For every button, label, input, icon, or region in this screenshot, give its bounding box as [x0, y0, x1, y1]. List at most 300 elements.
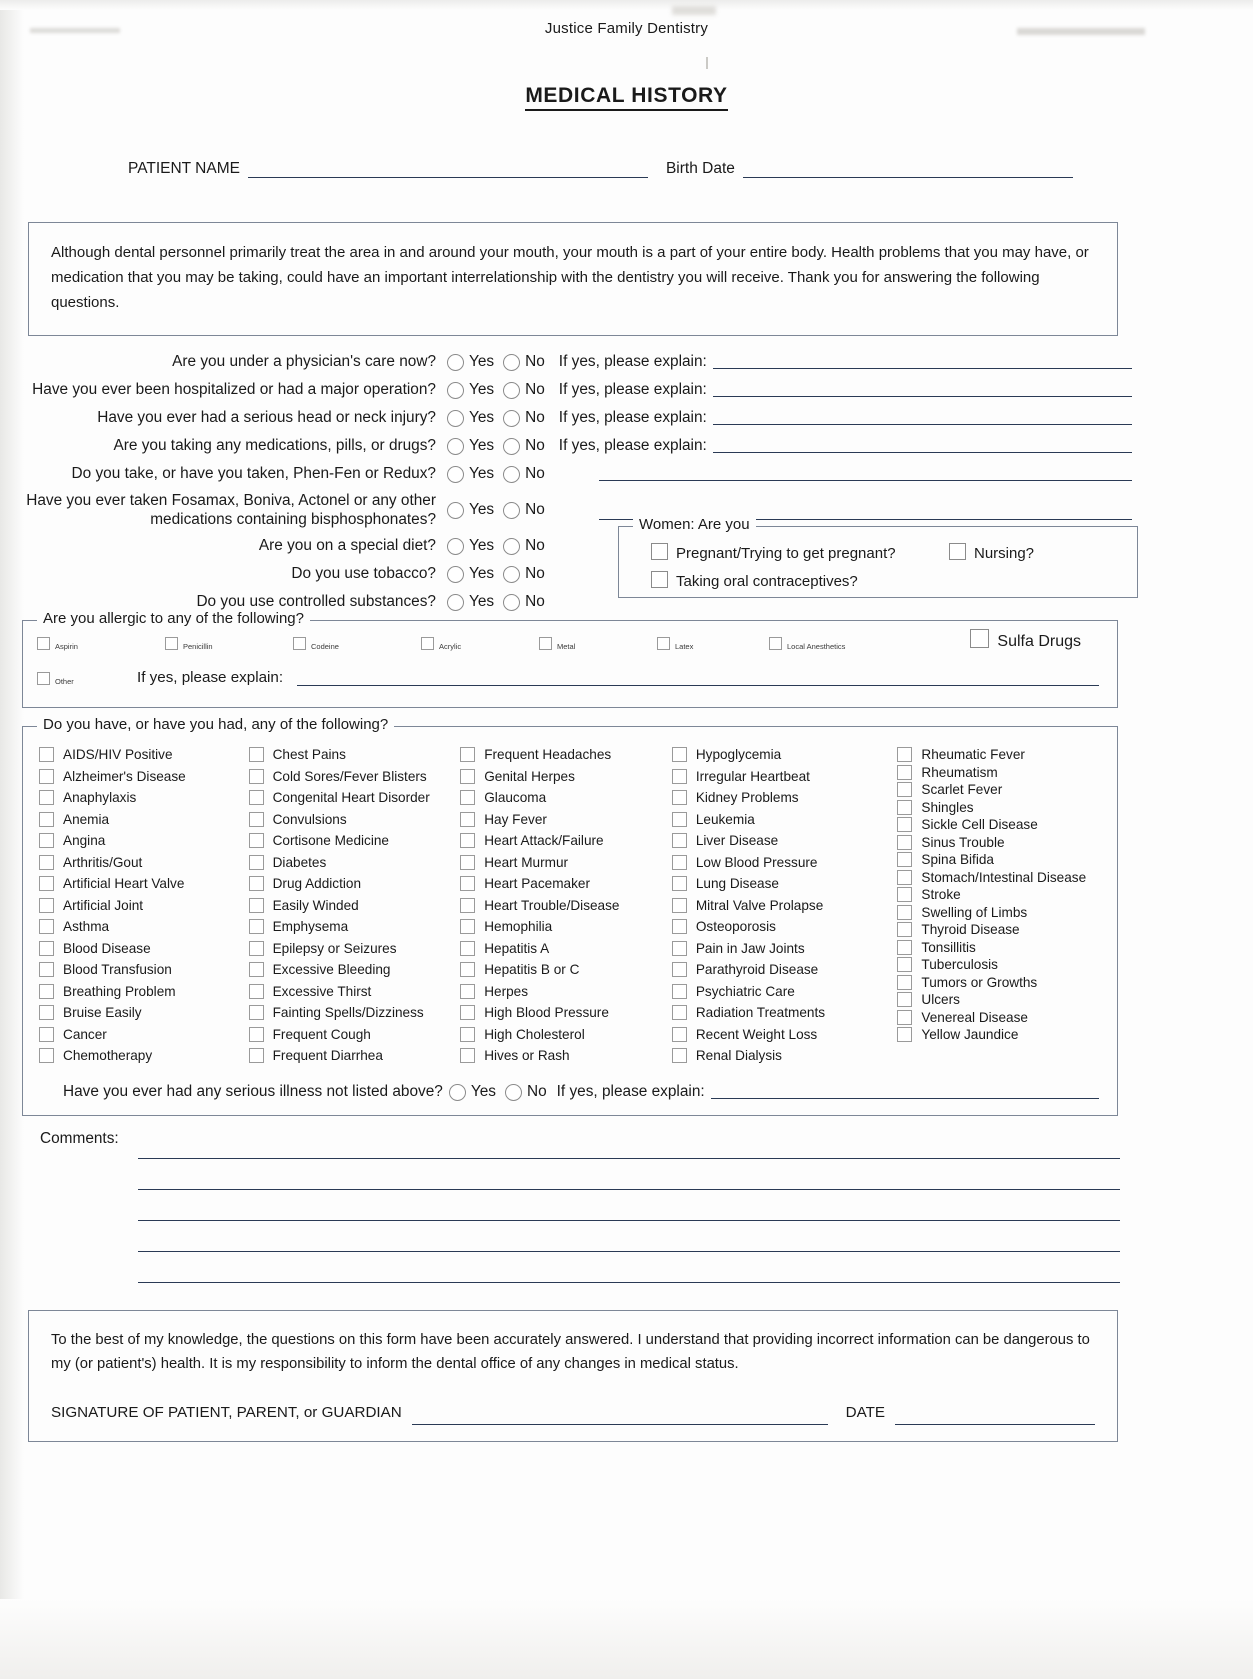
condition-label: Stroke [921, 887, 961, 902]
conditions-column-2 [249, 747, 461, 1070]
condition-checkbox[interactable] [897, 835, 912, 850]
condition-checkbox[interactable] [672, 876, 687, 891]
condition-label: Artificial Joint [63, 897, 144, 913]
condition-item[interactable] [460, 876, 672, 891]
allergy-acrylic-checkbox[interactable] [421, 637, 434, 650]
condition-checkbox[interactable] [897, 782, 912, 797]
question-text-4: Do you take, or have you taken, Phen-Fen or Redux? [71, 465, 436, 482]
condition-checkbox[interactable] [39, 833, 54, 848]
condition-item[interactable] [39, 855, 249, 870]
condition-item[interactable] [39, 769, 249, 784]
condition-checkbox[interactable] [39, 984, 54, 999]
comments-line-2[interactable] [138, 1159, 1120, 1190]
condition-checkbox[interactable] [39, 747, 54, 762]
condition-item[interactable] [672, 1027, 898, 1042]
condition-checkbox[interactable] [249, 962, 264, 977]
condition-item[interactable] [672, 769, 898, 784]
condition-item[interactable] [249, 833, 461, 848]
condition-checkbox[interactable] [460, 898, 475, 913]
condition-checkbox[interactable] [249, 919, 264, 934]
condition-checkbox[interactable] [460, 984, 475, 999]
serious-illness-row [63, 1083, 1099, 1101]
condition-checkbox[interactable] [460, 941, 475, 956]
comments-line-1[interactable] [138, 1128, 1120, 1159]
condition-item[interactable] [460, 941, 672, 956]
condition-item[interactable] [460, 1027, 672, 1042]
question-text-2: Have you ever had a serious head or neck injury? [97, 409, 436, 426]
condition-checkbox[interactable] [249, 876, 264, 891]
condition-item[interactable] [672, 898, 898, 913]
condition-checkbox[interactable] [672, 1027, 687, 1042]
allergy-aspirin-label: Aspirin [55, 642, 78, 651]
condition-label: Heart Attack/Failure [484, 833, 604, 848]
condition-item[interactable] [460, 1005, 672, 1020]
allergy-aspirin-checkbox[interactable] [37, 637, 50, 650]
condition-label: Mitral Valve Prolapse [695, 897, 824, 913]
condition-item[interactable] [897, 887, 1107, 902]
condition-checkbox[interactable] [39, 962, 54, 977]
condition-item[interactable] [39, 790, 249, 805]
condition-checkbox[interactable] [897, 905, 912, 920]
condition-item[interactable] [897, 957, 1107, 972]
condition-checkbox[interactable] [460, 919, 475, 934]
conditions-column-5 [897, 747, 1107, 1070]
clinic-name: Justice Family Dentistry [544, 20, 709, 37]
signature-row [29, 1401, 1117, 1425]
condition-checkbox[interactable] [897, 922, 912, 937]
condition-item[interactable] [672, 747, 898, 762]
condition-item[interactable] [39, 984, 249, 999]
condition-label: Parathyroid Disease [695, 962, 819, 977]
question-3-ifyes-label: If yes, please explain: [558, 437, 707, 454]
condition-item[interactable] [249, 962, 461, 977]
condition-item[interactable] [39, 1005, 249, 1020]
question-4-yes-radio[interactable] [447, 466, 464, 483]
condition-checkbox[interactable] [672, 833, 687, 848]
allergy-acrylic-label: Acrylic [439, 642, 462, 651]
question-7-yes-label: Yes [469, 565, 495, 582]
question-8-yes-radio[interactable] [447, 594, 464, 611]
serious-illness-no-radio[interactable] [505, 1084, 522, 1101]
condition-label: Frequent Headaches [484, 747, 612, 762]
condition-label: Osteoporosis [695, 919, 776, 934]
condition-checkbox[interactable] [897, 747, 912, 762]
condition-checkbox[interactable] [460, 1048, 475, 1063]
condition-item[interactable] [672, 984, 898, 999]
condition-item[interactable] [897, 940, 1107, 955]
condition-label: Emphysema [272, 919, 349, 934]
allergy-penicillin-checkbox[interactable] [165, 637, 178, 650]
condition-item[interactable] [897, 975, 1107, 990]
serious-illness-yes-radio[interactable] [449, 1084, 466, 1101]
women-section-legend: Women: Are you [633, 516, 756, 533]
condition-checkbox[interactable] [249, 941, 264, 956]
condition-item[interactable] [897, 835, 1107, 850]
comments-line-3[interactable] [138, 1190, 1120, 1221]
condition-label: Breathing Problem [63, 983, 176, 999]
condition-item[interactable] [460, 855, 672, 870]
condition-item[interactable] [672, 1048, 898, 1063]
condition-item[interactable] [39, 1048, 249, 1063]
condition-checkbox[interactable] [897, 817, 912, 832]
condition-checkbox[interactable] [39, 941, 54, 956]
condition-item[interactable] [672, 919, 898, 934]
question-2-yes-radio[interactable] [447, 410, 464, 427]
condition-checkbox[interactable] [460, 1005, 475, 1020]
condition-checkbox[interactable] [249, 855, 264, 870]
condition-label: Radiation Treatments [695, 1005, 826, 1020]
condition-checkbox[interactable] [897, 887, 912, 902]
question-1-yes-radio[interactable] [447, 382, 464, 399]
condition-item[interactable] [897, 1027, 1107, 1042]
condition-checkbox[interactable] [39, 876, 54, 891]
condition-label: Ulcers [921, 992, 960, 1007]
question-0-yes-label: Yes [469, 353, 495, 370]
condition-checkbox[interactable] [897, 992, 912, 1007]
condition-item[interactable] [249, 1048, 461, 1063]
condition-item[interactable] [39, 812, 249, 827]
condition-item[interactable] [249, 790, 461, 805]
question-6-no-radio[interactable] [503, 538, 520, 555]
condition-checkbox[interactable] [897, 957, 912, 972]
pregnant-checkbox[interactable] [651, 543, 668, 560]
condition-checkbox[interactable] [249, 790, 264, 805]
condition-checkbox[interactable] [672, 812, 687, 827]
condition-checkbox[interactable] [897, 1010, 912, 1025]
condition-checkbox[interactable] [249, 1005, 264, 1020]
question-text-1: Have you ever been hospitalized or had a major operation? [32, 381, 436, 398]
condition-item[interactable] [249, 812, 461, 827]
condition-checkbox[interactable] [39, 790, 54, 805]
allergy-aspirin[interactable] [37, 637, 165, 651]
condition-item[interactable] [460, 984, 672, 999]
question-5-yes-radio[interactable] [447, 502, 464, 519]
condition-item[interactable] [39, 919, 249, 934]
condition-item[interactable] [249, 876, 461, 891]
condition-label: Spina Bifida [921, 852, 994, 867]
allergies-explain-input[interactable] [297, 673, 1099, 686]
condition-item[interactable] [39, 898, 249, 913]
condition-item[interactable] [39, 941, 249, 956]
question-2-ifyes-label: If yes, please explain: [558, 409, 707, 426]
question-6-no-label: No [525, 537, 545, 554]
condition-item[interactable] [672, 876, 898, 891]
question-7-no-radio[interactable] [503, 566, 520, 583]
condition-item[interactable] [460, 919, 672, 934]
condition-item[interactable] [249, 941, 461, 956]
condition-checkbox[interactable] [460, 1027, 475, 1042]
condition-item[interactable] [39, 962, 249, 977]
condition-item[interactable] [897, 782, 1107, 797]
condition-label: Cancer [63, 1026, 107, 1042]
allergy-sulfa-drugs-checkbox[interactable] [970, 629, 989, 648]
condition-item[interactable] [897, 800, 1107, 815]
condition-label: Lung Disease [695, 876, 779, 891]
condition-checkbox[interactable] [460, 962, 475, 977]
condition-checkbox[interactable] [460, 769, 475, 784]
condition-item[interactable] [460, 790, 672, 805]
intro-paragraph: Although dental personnel primarily treat the area in and around your mouth, your mouth is a part of your entire body. Health problems that you may have, or medication that you may be taking, could have an important interrelationship with the dentistry you will receive. Thank you for answering the following questions. [28, 222, 1118, 336]
allergies-ifyes-label: If yes, please explain: [137, 669, 284, 686]
condition-checkbox[interactable] [460, 790, 475, 805]
condition-checkbox[interactable] [672, 790, 687, 805]
condition-checkbox[interactable] [672, 1048, 687, 1063]
condition-item[interactable] [249, 898, 461, 913]
condition-item[interactable] [897, 817, 1107, 832]
allergy-acrylic[interactable] [421, 637, 539, 651]
condition-label: Glaucoma [484, 790, 547, 805]
patient-name-input[interactable] [248, 163, 648, 178]
condition-checkbox[interactable] [39, 898, 54, 913]
allergy-latex[interactable] [657, 637, 769, 651]
condition-checkbox[interactable] [249, 898, 264, 913]
allergy-local-anesthetics-checkbox[interactable] [769, 637, 782, 650]
allergy-sulfa-drugs[interactable] [970, 629, 1081, 651]
condition-label: High Cholesterol [484, 1026, 585, 1042]
allergy-codeine[interactable] [293, 637, 421, 651]
condition-item[interactable] [897, 765, 1107, 780]
question-2-explain-input[interactable] [713, 412, 1132, 425]
allergies-section [22, 610, 1118, 708]
attestation-section [28, 1310, 1118, 1442]
condition-checkbox[interactable] [39, 812, 54, 827]
allergy-penicillin[interactable] [165, 637, 293, 651]
allergy-local-anesthetics[interactable] [769, 637, 929, 651]
allergies-legend: Are you allergic to any of the following? [37, 610, 310, 627]
condition-label: Stomach/Intestinal Disease [921, 869, 1087, 885]
condition-item[interactable] [897, 852, 1107, 867]
condition-item[interactable] [672, 855, 898, 870]
condition-item[interactable] [460, 769, 672, 784]
allergy-local-anesthetics-label: Local Anesthetics [787, 642, 846, 651]
condition-item[interactable] [249, 769, 461, 784]
allergy-other-checkbox[interactable] [37, 672, 50, 685]
condition-checkbox[interactable] [460, 747, 475, 762]
condition-label: Heart Pacemaker [484, 876, 590, 891]
condition-checkbox[interactable] [249, 833, 264, 848]
condition-item[interactable] [460, 962, 672, 977]
scan-smudge [672, 6, 716, 15]
condition-checkbox[interactable] [672, 898, 687, 913]
condition-checkbox[interactable] [672, 1005, 687, 1020]
comments-line-5[interactable] [138, 1252, 1120, 1283]
condition-checkbox[interactable] [460, 812, 475, 827]
condition-checkbox[interactable] [672, 747, 687, 762]
condition-item[interactable] [249, 1027, 461, 1042]
condition-label: Anemia [63, 811, 110, 827]
question-2-no-radio[interactable] [503, 410, 520, 427]
condition-checkbox[interactable] [460, 876, 475, 891]
question-0-explain-input[interactable] [713, 356, 1132, 369]
conditions-columns [39, 747, 1107, 1070]
condition-label: Blood Disease [63, 940, 151, 956]
question-4-explain-input[interactable] [599, 468, 1132, 481]
condition-checkbox[interactable] [249, 1027, 264, 1042]
question-5-no-radio[interactable] [503, 502, 520, 519]
question-3-explain-input[interactable] [713, 440, 1132, 453]
condition-item[interactable] [897, 870, 1107, 885]
condition-label: Excessive Bleeding [272, 962, 391, 977]
condition-checkbox[interactable] [39, 1048, 54, 1063]
condition-item[interactable] [897, 922, 1107, 937]
question-text-6: Are you on a special diet? [258, 537, 436, 554]
page-title-text: MEDICAL HISTORY [525, 84, 727, 111]
condition-item[interactable] [897, 747, 1107, 762]
question-6-yes-label: Yes [469, 537, 495, 554]
question-text-3: Are you taking any medications, pills, or drugs? [113, 437, 436, 454]
condition-checkbox[interactable] [249, 1048, 264, 1063]
condition-checkbox[interactable] [672, 962, 687, 977]
question-3-yes-label: Yes [469, 437, 495, 454]
allergies-items-row [37, 637, 1103, 651]
condition-item[interactable] [672, 941, 898, 956]
condition-item[interactable] [672, 790, 898, 805]
question-3-no-radio[interactable] [503, 438, 520, 455]
condition-item[interactable] [672, 962, 898, 977]
condition-checkbox[interactable] [672, 855, 687, 870]
condition-label: Heart Murmur [484, 854, 569, 870]
condition-item[interactable] [460, 747, 672, 762]
condition-label: Pain in Jaw Joints [695, 940, 805, 956]
condition-checkbox[interactable] [249, 984, 264, 999]
birthdate-input[interactable] [743, 163, 1073, 178]
question-0-no-radio[interactable] [503, 354, 520, 371]
condition-label: Diabetes [272, 854, 327, 870]
question-6-yes-radio[interactable] [447, 538, 464, 555]
condition-label: Hepatitis A [484, 940, 550, 956]
condition-item[interactable] [39, 876, 249, 891]
condition-checkbox[interactable] [897, 852, 912, 867]
condition-checkbox[interactable] [897, 975, 912, 990]
condition-label: Liver Disease [695, 833, 779, 848]
question-row-2 [22, 404, 1132, 432]
condition-label: Cortisone Medicine [272, 833, 389, 848]
condition-item[interactable] [672, 833, 898, 848]
date-label: DATE [845, 1403, 885, 1421]
allergy-metal[interactable] [539, 637, 657, 651]
condition-item[interactable] [39, 747, 249, 762]
condition-checkbox[interactable] [39, 1027, 54, 1042]
condition-item[interactable] [460, 833, 672, 848]
question-1-yes-label: Yes [469, 381, 495, 398]
condition-item[interactable] [39, 1027, 249, 1042]
condition-label: Yellow Jaundice [921, 1027, 1019, 1042]
condition-checkbox[interactable] [39, 855, 54, 870]
condition-checkbox[interactable] [672, 941, 687, 956]
question-row-3 [22, 432, 1132, 460]
question-1-explain-input[interactable] [713, 384, 1132, 397]
condition-item[interactable] [897, 1010, 1107, 1025]
question-0-yes-radio[interactable] [447, 354, 464, 371]
condition-item[interactable] [249, 747, 461, 762]
question-3-yes-radio[interactable] [447, 438, 464, 455]
condition-item[interactable] [39, 833, 249, 848]
question-8-no-radio[interactable] [503, 594, 520, 611]
nursing-checkbox[interactable] [949, 543, 966, 560]
condition-item[interactable] [897, 992, 1107, 1007]
allergy-codeine-checkbox[interactable] [293, 637, 306, 650]
question-1-no-radio[interactable] [503, 382, 520, 399]
condition-item[interactable] [249, 984, 461, 999]
conditions-column-1 [39, 747, 249, 1070]
condition-item[interactable] [249, 855, 461, 870]
condition-checkbox[interactable] [249, 812, 264, 827]
condition-label: Hay Fever [484, 811, 547, 827]
condition-checkbox[interactable] [897, 870, 912, 885]
condition-checkbox[interactable] [672, 984, 687, 999]
condition-checkbox[interactable] [39, 919, 54, 934]
condition-checkbox[interactable] [672, 769, 687, 784]
condition-checkbox[interactable] [897, 800, 912, 815]
condition-item[interactable] [249, 1005, 461, 1020]
condition-label: Tuberculosis [921, 957, 998, 972]
allergy-codeine-label: Codeine [311, 642, 339, 651]
oral-contraceptives-checkbox[interactable] [651, 571, 668, 588]
date-input[interactable] [895, 1410, 1095, 1425]
condition-checkbox[interactable] [460, 855, 475, 870]
condition-checkbox[interactable] [897, 765, 912, 780]
signature-input[interactable] [412, 1410, 828, 1425]
condition-item[interactable] [460, 898, 672, 913]
condition-item[interactable] [672, 812, 898, 827]
condition-item[interactable] [672, 1005, 898, 1020]
allergy-other[interactable] [37, 672, 127, 686]
question-4-no-radio[interactable] [503, 466, 520, 483]
question-row-1 [22, 376, 1132, 404]
condition-label: Tonsillitis [921, 939, 976, 955]
condition-checkbox[interactable] [672, 919, 687, 934]
condition-checkbox[interactable] [39, 769, 54, 784]
condition-label: Epilepsy or Seizures [272, 940, 397, 956]
condition-checkbox[interactable] [249, 769, 264, 784]
signature-label: SIGNATURE OF PATIENT, PARENT, or GUARDIAN [51, 1403, 402, 1421]
condition-checkbox[interactable] [39, 1005, 54, 1020]
conditions-section [22, 716, 1118, 1116]
condition-label: Anaphylaxis [63, 790, 137, 805]
condition-item[interactable] [460, 1048, 672, 1063]
condition-label: Alzheimer's Disease [63, 768, 186, 784]
condition-label: Low Blood Pressure [695, 854, 818, 870]
condition-checkbox[interactable] [249, 747, 264, 762]
patient-name-row [128, 160, 1128, 178]
condition-label: Fainting Spells/Dizziness [272, 1005, 424, 1020]
condition-item[interactable] [897, 905, 1107, 920]
allergy-metal-checkbox[interactable] [539, 637, 552, 650]
allergies-other-row [37, 669, 1099, 686]
condition-checkbox[interactable] [460, 833, 475, 848]
condition-label: Irregular Heartbeat [695, 768, 810, 784]
condition-item[interactable] [249, 919, 461, 934]
allergy-latex-checkbox[interactable] [657, 637, 670, 650]
condition-label: Angina [63, 833, 106, 848]
condition-label: Tumors or Growths [921, 974, 1038, 990]
question-7-yes-radio[interactable] [447, 566, 464, 583]
condition-checkbox[interactable] [897, 940, 912, 955]
comments-label: Comments: [40, 1130, 119, 1147]
condition-label: Asthma [63, 919, 110, 934]
condition-label: Arthritis/Gout [63, 854, 143, 870]
condition-item[interactable] [460, 812, 672, 827]
question-row-0 [22, 348, 1132, 376]
serious-illness-explain-input[interactable] [711, 1086, 1099, 1099]
comments-line-4[interactable] [138, 1221, 1120, 1252]
condition-label: Sinus Trouble [921, 834, 1005, 850]
scan-tick [706, 57, 708, 69]
condition-checkbox[interactable] [897, 1027, 912, 1042]
serious-illness-no-label: No [526, 1083, 547, 1100]
question-7-no-label: No [525, 565, 545, 582]
allergy-penicillin-label: Penicillin [183, 642, 213, 651]
